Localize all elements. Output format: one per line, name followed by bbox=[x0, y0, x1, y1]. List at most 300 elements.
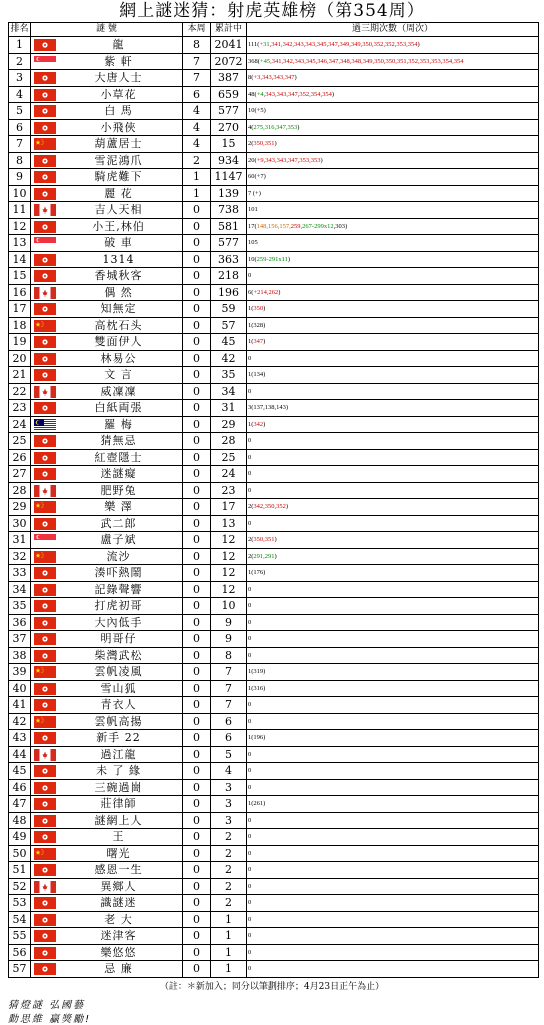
history-segment: 0 bbox=[248, 932, 252, 939]
slogan-line-2: 動思維 贏獎勵! bbox=[8, 1014, 92, 1025]
total-score-cell: 2 bbox=[211, 845, 247, 862]
table-row bbox=[9, 895, 539, 912]
table-row bbox=[9, 878, 539, 895]
player-name: 1314 bbox=[102, 252, 135, 266]
table-row bbox=[9, 103, 539, 120]
history-segment: 0 bbox=[248, 618, 252, 626]
table-header-row bbox=[9, 23, 539, 37]
name-cell bbox=[31, 416, 183, 433]
history-segment: ) bbox=[263, 420, 266, 428]
rank-cell: 7 bbox=[9, 136, 31, 153]
total-score-cell: 28 bbox=[211, 433, 247, 450]
table-row bbox=[9, 70, 539, 87]
name-cell bbox=[31, 119, 183, 136]
history-segment: 3(137,138,143) bbox=[248, 404, 289, 411]
total-score-cell: 29 bbox=[211, 416, 247, 433]
history-cell bbox=[247, 433, 539, 450]
name-cell bbox=[31, 466, 183, 483]
total-score-cell: 3 bbox=[211, 779, 247, 796]
history-segment: ,343,343,347,352,354,354 bbox=[263, 90, 332, 98]
total-score-cell: 9 bbox=[211, 631, 247, 648]
rank-cell: 15 bbox=[9, 268, 31, 285]
total-score-cell: 581 bbox=[211, 218, 247, 235]
player-name: 葫蘆居士 bbox=[94, 137, 143, 150]
week-score-cell: 0 bbox=[183, 961, 211, 978]
history-cell bbox=[247, 812, 539, 829]
rank-cell: 36 bbox=[9, 614, 31, 631]
week-score-cell: 0 bbox=[183, 334, 211, 351]
history-cell bbox=[247, 334, 539, 351]
history-segment: 275,316,347,353 bbox=[253, 123, 298, 131]
table-row bbox=[9, 515, 539, 532]
week-score-cell: 7 bbox=[183, 53, 211, 70]
name-cell bbox=[31, 647, 183, 664]
name-cell bbox=[31, 433, 183, 450]
history-segment: 0 bbox=[248, 882, 252, 890]
table-row bbox=[9, 647, 539, 664]
player-name: 偶 然 bbox=[104, 285, 133, 299]
player-name: 猜無忌 bbox=[100, 434, 137, 447]
total-score-cell: 5 bbox=[211, 746, 247, 763]
total-score-cell: 7 bbox=[211, 697, 247, 714]
history-segment: 0 bbox=[248, 585, 252, 593]
rank-cell: 27 bbox=[9, 466, 31, 483]
history-segment: 7 (+) bbox=[248, 189, 261, 197]
history-segment: 0 bbox=[248, 387, 252, 395]
history-segment: 1( bbox=[248, 305, 254, 312]
history-segment: 1(328) bbox=[248, 321, 266, 329]
history-cell bbox=[247, 862, 539, 879]
rank-cell: 37 bbox=[9, 631, 31, 648]
player-name: 林易公 bbox=[100, 351, 137, 365]
name-cell bbox=[31, 763, 183, 780]
history-segment: 2( bbox=[248, 503, 254, 510]
rank-cell: 4 bbox=[9, 86, 31, 103]
week-score-cell: 0 bbox=[183, 499, 211, 516]
player-name: 迷津客 bbox=[100, 929, 137, 942]
table-row bbox=[9, 383, 539, 400]
history-cell bbox=[247, 911, 539, 928]
week-score-cell: 4 bbox=[183, 103, 211, 120]
history-segment: 0 bbox=[248, 437, 252, 444]
total-score-cell: 1 bbox=[211, 944, 247, 961]
history-cell bbox=[247, 218, 539, 235]
rank-cell: 34 bbox=[9, 581, 31, 598]
history-segment: 291,291 bbox=[253, 552, 275, 560]
name-cell bbox=[31, 614, 183, 631]
table-row bbox=[9, 631, 539, 648]
rank-cell: 16 bbox=[9, 284, 31, 301]
history-segment: 0 bbox=[248, 602, 252, 609]
total-score-cell: 139 bbox=[211, 185, 247, 202]
history-segment: ) bbox=[285, 503, 289, 510]
player-name: 肥野兔 bbox=[100, 483, 137, 497]
week-score-cell: 0 bbox=[183, 202, 211, 219]
history-segment: 342,350,352 bbox=[253, 503, 286, 510]
name-cell bbox=[31, 218, 183, 235]
history-cell bbox=[247, 169, 539, 186]
history-cell bbox=[247, 746, 539, 763]
week-score-cell: 8 bbox=[183, 37, 211, 54]
player-name: 知無定 bbox=[100, 302, 137, 315]
name-cell bbox=[31, 235, 183, 252]
table-row bbox=[9, 86, 539, 103]
history-cell bbox=[247, 647, 539, 664]
history-segment: ) bbox=[278, 288, 281, 296]
history-segment: ) bbox=[320, 156, 323, 164]
history-cell bbox=[247, 499, 539, 516]
rank-cell: 2 bbox=[9, 53, 31, 70]
history-segment: ,341,342,343,343,345,347,349,349,350,352,352,353,354 bbox=[269, 41, 418, 48]
player-name: 三碗過崗 bbox=[94, 780, 143, 794]
table-row bbox=[9, 268, 539, 285]
name-cell bbox=[31, 598, 183, 615]
history-segment: ) bbox=[274, 140, 277, 147]
table-row bbox=[9, 763, 539, 780]
history-segment: 0 bbox=[248, 717, 252, 725]
table-row bbox=[9, 367, 539, 384]
history-segment: ) bbox=[297, 123, 300, 131]
week-score-cell: 0 bbox=[183, 251, 211, 268]
history-segment: 368( bbox=[248, 57, 260, 65]
week-score-cell: 0 bbox=[183, 367, 211, 384]
rank-cell: 10 bbox=[9, 185, 31, 202]
week-score-cell: 0 bbox=[183, 614, 211, 631]
name-cell bbox=[31, 697, 183, 714]
table-row bbox=[9, 53, 539, 70]
history-segment: 0 bbox=[248, 833, 252, 840]
history-cell bbox=[247, 103, 539, 120]
history-cell bbox=[247, 268, 539, 285]
name-cell bbox=[31, 499, 183, 516]
total-score-cell: 577 bbox=[211, 103, 247, 120]
name-cell bbox=[31, 862, 183, 879]
name-cell bbox=[31, 664, 183, 681]
history-segment: +31 bbox=[259, 41, 270, 48]
name-cell bbox=[31, 845, 183, 862]
week-score-cell: 0 bbox=[183, 845, 211, 862]
history-segment: 148,156,157, bbox=[256, 222, 291, 230]
rank-cell: 3 bbox=[9, 70, 31, 87]
rank-cell: 6 bbox=[9, 119, 31, 136]
history-segment: 0 bbox=[248, 767, 252, 774]
table-row bbox=[9, 466, 539, 483]
rank-cell: 49 bbox=[9, 829, 31, 846]
history-cell bbox=[247, 70, 539, 87]
table-row bbox=[9, 251, 539, 268]
history-segment: +3,343,343,347 bbox=[253, 74, 295, 81]
table-row bbox=[9, 614, 539, 631]
table-row bbox=[9, 829, 539, 846]
rank-cell: 54 bbox=[9, 911, 31, 928]
rank-cell: 47 bbox=[9, 796, 31, 813]
week-score-cell: 0 bbox=[183, 317, 211, 334]
table-row bbox=[9, 812, 539, 829]
history-cell bbox=[247, 763, 539, 780]
week-score-cell: 0 bbox=[183, 763, 211, 780]
history-cell bbox=[247, 895, 539, 912]
name-cell bbox=[31, 961, 183, 978]
total-score-cell: 12 bbox=[211, 565, 247, 582]
rank-cell: 41 bbox=[9, 697, 31, 714]
player-name: 雪山狐 bbox=[100, 681, 137, 695]
history-segment: ,267-299x12 bbox=[300, 222, 334, 230]
history-cell bbox=[247, 482, 539, 499]
history-segment: 105 bbox=[248, 239, 258, 246]
name-cell bbox=[31, 878, 183, 895]
rank-cell: 44 bbox=[9, 746, 31, 763]
history-segment: 0 bbox=[248, 866, 252, 873]
history-cell bbox=[247, 565, 539, 582]
history-segment: 2( bbox=[248, 536, 254, 543]
history-segment: ,341,342,343,345,346,347,348,348,349,350,350,351,352,353,353,354,354 bbox=[270, 57, 464, 65]
history-segment: 0 bbox=[248, 965, 252, 972]
rank-cell: 25 bbox=[9, 433, 31, 450]
player-name: 大唐人士 bbox=[94, 71, 143, 84]
player-name: 忌 廉 bbox=[104, 962, 133, 975]
history-segment: 111( bbox=[248, 41, 260, 48]
player-name: 威凜凜 bbox=[100, 384, 137, 398]
total-score-cell: 17 bbox=[211, 499, 247, 516]
player-name: 破 車 bbox=[104, 236, 133, 249]
rank-cell: 52 bbox=[9, 878, 31, 895]
name-cell bbox=[31, 400, 183, 417]
history-segment: 259-291x11 bbox=[256, 255, 288, 263]
player-name: 雲帆凌風 bbox=[94, 665, 143, 678]
rank-cell: 39 bbox=[9, 664, 31, 681]
rank-cell: 42 bbox=[9, 713, 31, 730]
history-cell bbox=[247, 317, 539, 334]
header-total: 累計中 bbox=[211, 23, 247, 37]
total-score-cell: 1147 bbox=[211, 169, 247, 186]
player-name: 莊律師 bbox=[100, 797, 137, 810]
history-cell bbox=[247, 845, 539, 862]
header-name: 謎 號 bbox=[31, 23, 183, 37]
week-score-cell: 0 bbox=[183, 631, 211, 648]
history-cell bbox=[247, 119, 539, 136]
history-segment: 0 bbox=[248, 272, 252, 279]
rank-cell: 12 bbox=[9, 218, 31, 235]
name-cell bbox=[31, 928, 183, 945]
total-score-cell: 59 bbox=[211, 301, 247, 318]
week-score-cell: 0 bbox=[183, 878, 211, 895]
total-score-cell: 3 bbox=[211, 812, 247, 829]
rank-cell: 57 bbox=[9, 961, 31, 978]
history-segment: 0 bbox=[248, 816, 252, 824]
rank-cell: 28 bbox=[9, 482, 31, 499]
name-cell bbox=[31, 631, 183, 648]
history-segment: 20( bbox=[248, 156, 257, 164]
week-score-cell: 6 bbox=[183, 86, 211, 103]
table-row bbox=[9, 845, 539, 862]
rank-cell: 5 bbox=[9, 103, 31, 120]
history-cell bbox=[247, 581, 539, 598]
name-cell bbox=[31, 796, 183, 813]
history-cell bbox=[247, 37, 539, 54]
player-name: 小王,林伯 bbox=[92, 219, 145, 233]
history-cell bbox=[247, 697, 539, 714]
history-cell bbox=[247, 680, 539, 697]
player-name: 新手 22 bbox=[96, 731, 141, 744]
player-name: 謎網上人 bbox=[94, 813, 143, 827]
player-name: 香城秋客 bbox=[94, 269, 143, 282]
week-score-cell: 0 bbox=[183, 548, 211, 565]
total-score-cell: 6 bbox=[211, 730, 247, 747]
total-score-cell: 2 bbox=[211, 829, 247, 846]
week-score-cell: 0 bbox=[183, 713, 211, 730]
table-row bbox=[9, 152, 539, 169]
total-score-cell: 270 bbox=[211, 119, 247, 136]
player-name: 打虎初哥 bbox=[94, 599, 143, 612]
week-score-cell: 0 bbox=[183, 598, 211, 615]
week-score-cell: 0 bbox=[183, 515, 211, 532]
week-score-cell: 0 bbox=[183, 944, 211, 961]
history-cell bbox=[247, 202, 539, 219]
history-segment: 0 bbox=[248, 849, 252, 857]
week-score-cell: 0 bbox=[183, 812, 211, 829]
history-segment: ) bbox=[274, 536, 277, 543]
name-cell bbox=[31, 350, 183, 367]
player-name: 盧子斌 bbox=[100, 533, 137, 546]
week-score-cell: 0 bbox=[183, 928, 211, 945]
week-score-cell: 0 bbox=[183, 400, 211, 417]
total-score-cell: 2 bbox=[211, 862, 247, 879]
history-cell bbox=[247, 86, 539, 103]
total-score-cell: 934 bbox=[211, 152, 247, 169]
table-row bbox=[9, 350, 539, 367]
rank-cell: 43 bbox=[9, 730, 31, 747]
table-row bbox=[9, 136, 539, 153]
total-score-cell: 577 bbox=[211, 235, 247, 252]
history-cell bbox=[247, 251, 539, 268]
week-score-cell: 0 bbox=[183, 664, 211, 681]
name-cell bbox=[31, 779, 183, 796]
player-name: 文 言 bbox=[104, 368, 133, 381]
player-name: 白紙両張 bbox=[94, 401, 143, 414]
rank-cell: 55 bbox=[9, 928, 31, 945]
player-name: 異鄉人 bbox=[100, 879, 137, 893]
name-cell bbox=[31, 53, 183, 70]
total-score-cell: 218 bbox=[211, 268, 247, 285]
table-row bbox=[9, 713, 539, 730]
history-cell bbox=[247, 614, 539, 631]
table-row bbox=[9, 400, 539, 417]
table-row bbox=[9, 928, 539, 945]
rank-cell: 23 bbox=[9, 400, 31, 417]
name-cell bbox=[31, 169, 183, 186]
rank-cell: 17 bbox=[9, 301, 31, 318]
table-row bbox=[9, 532, 539, 549]
name-cell bbox=[31, 730, 183, 747]
total-score-cell: 2 bbox=[211, 878, 247, 895]
player-name: 樂 澤 bbox=[104, 500, 133, 513]
history-segment: 350,351 bbox=[253, 536, 275, 543]
history-cell bbox=[247, 53, 539, 70]
name-cell bbox=[31, 301, 183, 318]
total-score-cell: 13 bbox=[211, 515, 247, 532]
history-segment: 1( bbox=[248, 338, 254, 345]
history-segment: 6( bbox=[248, 288, 254, 296]
slogan-line-1: 猜燈謎 弘國藝 bbox=[8, 1000, 86, 1011]
history-cell bbox=[247, 532, 539, 549]
table-row bbox=[9, 548, 539, 565]
history-cell bbox=[247, 730, 539, 747]
player-name: 騎虎難下 bbox=[94, 170, 143, 183]
page-title: 網上謎迷猜：射虎英雄榜（第354周） bbox=[119, 1, 425, 21]
week-score-cell: 0 bbox=[183, 895, 211, 912]
history-segment: ,303) bbox=[333, 222, 348, 230]
player-name: 感恩一生 bbox=[94, 863, 143, 876]
week-score-cell: 2 bbox=[183, 152, 211, 169]
table-row bbox=[9, 185, 539, 202]
history-cell bbox=[247, 301, 539, 318]
name-cell bbox=[31, 251, 183, 268]
week-score-cell: 0 bbox=[183, 449, 211, 466]
name-cell bbox=[31, 284, 183, 301]
total-score-cell: 1 bbox=[211, 961, 247, 978]
week-score-cell: 0 bbox=[183, 301, 211, 318]
history-segment: 1(261) bbox=[248, 800, 266, 807]
history-segment: 2( bbox=[248, 140, 254, 147]
player-name: 大內低手 bbox=[94, 615, 143, 629]
table-row bbox=[9, 416, 539, 433]
table-row bbox=[9, 202, 539, 219]
total-score-cell: 196 bbox=[211, 284, 247, 301]
rank-cell: 32 bbox=[9, 548, 31, 565]
ranking-table bbox=[8, 22, 539, 978]
table-row bbox=[9, 284, 539, 301]
history-segment: +4 bbox=[256, 90, 264, 98]
week-score-cell: 4 bbox=[183, 119, 211, 136]
history-segment: 0 bbox=[248, 354, 252, 362]
name-cell bbox=[31, 70, 183, 87]
week-score-cell: 0 bbox=[183, 383, 211, 400]
name-cell bbox=[31, 746, 183, 763]
week-score-cell: 0 bbox=[183, 697, 211, 714]
player-name: 柴灣武松 bbox=[94, 648, 143, 662]
table-row bbox=[9, 944, 539, 961]
rank-cell: 1 bbox=[9, 37, 31, 54]
name-cell bbox=[31, 268, 183, 285]
history-cell bbox=[247, 185, 539, 202]
name-cell bbox=[31, 367, 183, 384]
week-score-cell: 1 bbox=[183, 185, 211, 202]
total-score-cell: 45 bbox=[211, 334, 247, 351]
total-score-cell: 10 bbox=[211, 598, 247, 615]
player-name: 雪泥鴻爪 bbox=[94, 153, 143, 167]
history-cell bbox=[247, 449, 539, 466]
total-score-cell: 12 bbox=[211, 532, 247, 549]
history-segment: 0 bbox=[248, 486, 252, 494]
week-score-cell: 0 bbox=[183, 779, 211, 796]
player-name: 樂悠悠 bbox=[100, 945, 137, 959]
rank-cell: 26 bbox=[9, 449, 31, 466]
week-score-cell: 0 bbox=[183, 911, 211, 928]
table-row bbox=[9, 449, 539, 466]
history-segment: 1( bbox=[248, 420, 254, 428]
rank-cell: 18 bbox=[9, 317, 31, 334]
total-score-cell: 34 bbox=[211, 383, 247, 400]
rank-cell: 46 bbox=[9, 779, 31, 796]
week-score-cell: 0 bbox=[183, 532, 211, 549]
history-cell bbox=[247, 664, 539, 681]
player-name: 雲帆高揚 bbox=[94, 714, 143, 728]
week-score-cell: 7 bbox=[183, 70, 211, 87]
history-cell bbox=[247, 796, 539, 813]
rank-cell: 50 bbox=[9, 845, 31, 862]
rank-cell: 30 bbox=[9, 515, 31, 532]
name-cell bbox=[31, 136, 183, 153]
